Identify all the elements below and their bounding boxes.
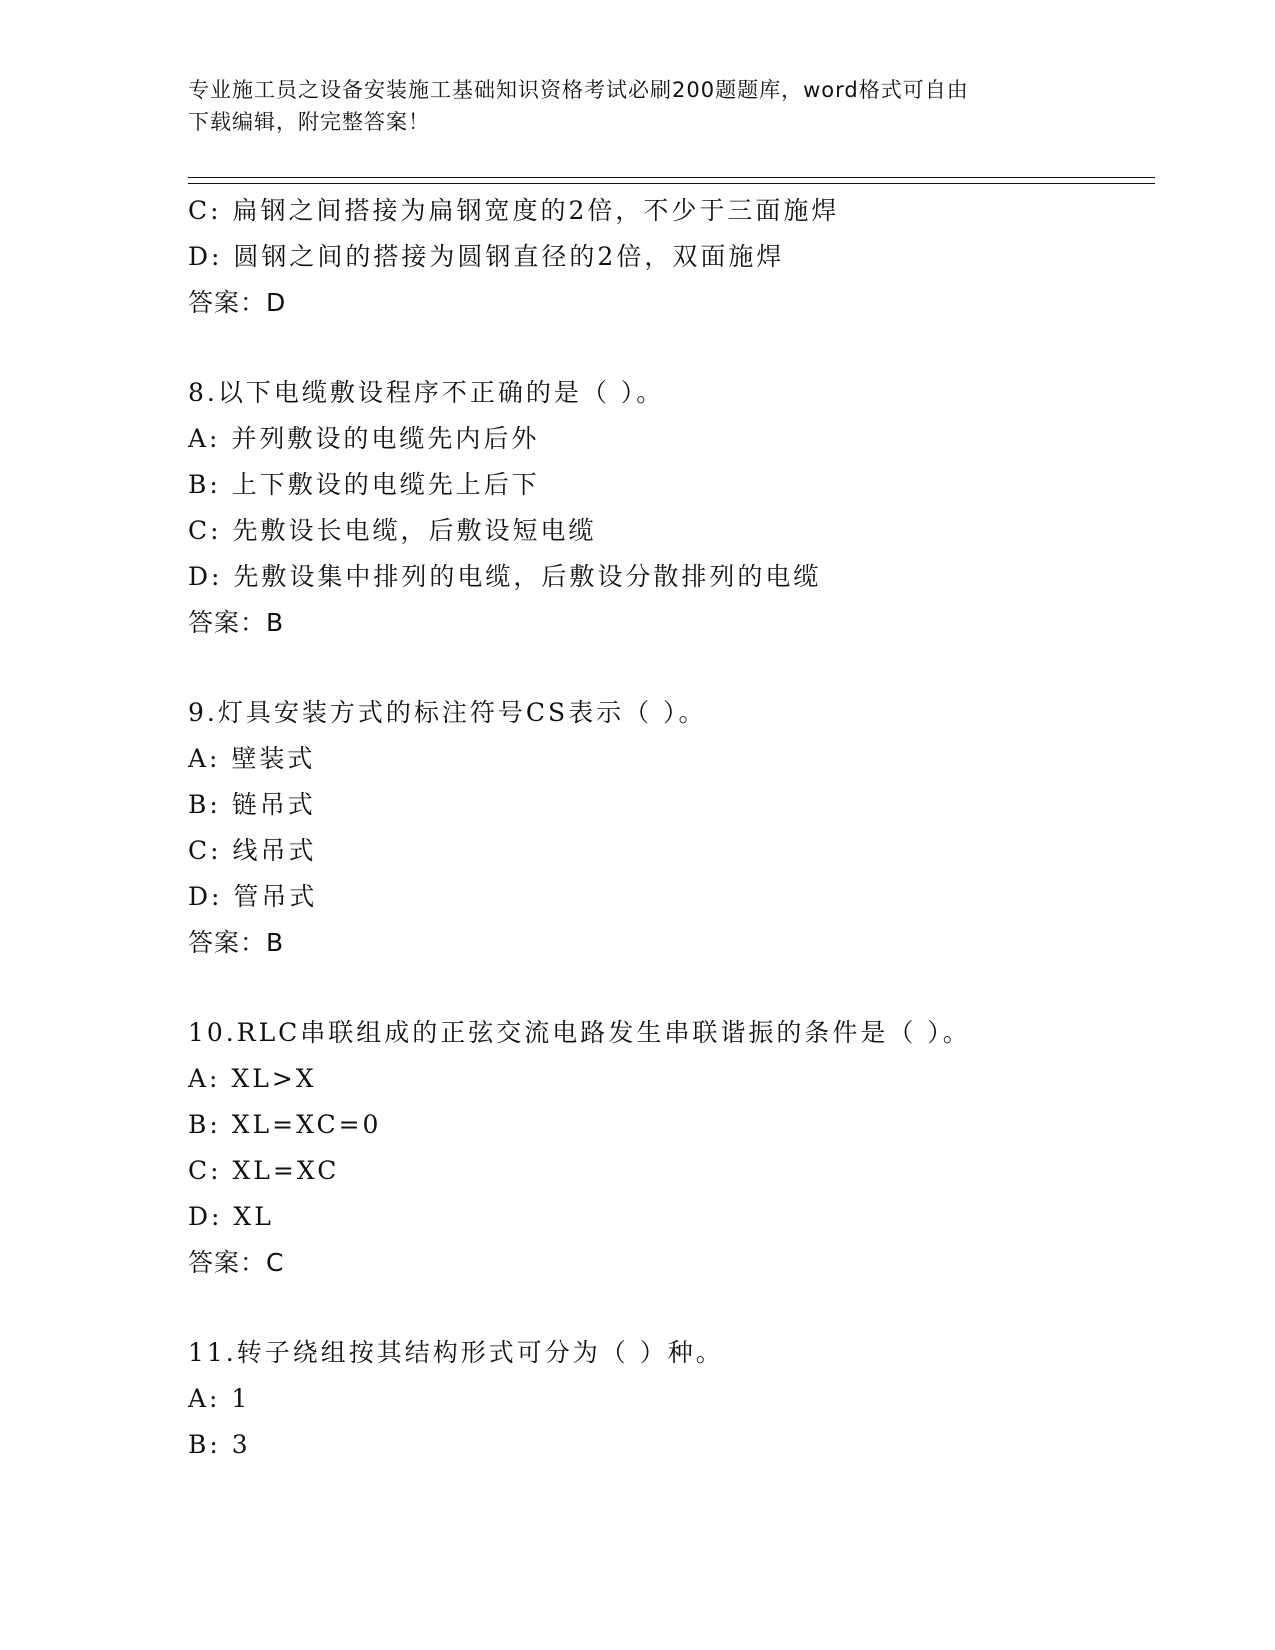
q8-option-a: A: 并列敷设的电缆先内后外 [188, 424, 540, 453]
q10-option-d: D: XL [188, 1202, 274, 1231]
q8-option-b: B: 上下敷设的电缆先上后下 [188, 470, 540, 499]
q10-option-c: C: XL=XC [188, 1156, 340, 1185]
page-header [188, 74, 1088, 138]
q10-question: 10.RLC串联组成的正弦交流电路发生串联谐振的条件是（ ）。 [188, 1018, 971, 1047]
q8-option-d: D: 先敷设集中排列的电缆，后敷设分散排列的电缆 [188, 562, 822, 591]
q10-answer: 答案：C [188, 1248, 285, 1277]
q7-answer: 答案：D [188, 288, 287, 317]
header-divider-bottom [188, 183, 1155, 184]
q8-option-c: C: 先敷设长电缆，后敷设短电缆 [188, 516, 597, 545]
question-10 [188, 1010, 1148, 1286]
q7-option-c: C: 扁钢之间搭接为扁钢宽度的2倍，不少于三面施焊 [188, 196, 840, 225]
q9-option-a: A: 壁装式 [188, 744, 316, 773]
question-list [188, 188, 1148, 1468]
question-9 [188, 690, 1148, 966]
question-7 [188, 188, 1148, 326]
q10-option-a: A: XL>X [188, 1064, 317, 1093]
q9-option-d: D: 管吊式 [188, 882, 318, 911]
q11-option-a: A: 1 [188, 1384, 251, 1413]
header-divider-top [188, 177, 1155, 178]
q9-option-c: C: 线吊式 [188, 836, 317, 865]
q11-option-b: B: 3 [188, 1430, 251, 1459]
question-11 [188, 1330, 1148, 1468]
q7-option-d: D: 圆钢之间的搭接为圆钢直径的2倍，双面施焊 [188, 242, 785, 271]
spacer [188, 326, 1148, 370]
q11-question: 11.转子绕组按其结构形式可分为（ ）种。 [188, 1338, 724, 1367]
q9-question: 9.灯具安装方式的标注符号CS表示（ ）。 [188, 698, 707, 727]
spacer [188, 966, 1148, 1010]
q8-question: 8.以下电缆敷设程序不正确的是（ ）。 [188, 378, 665, 407]
spacer [188, 1286, 1148, 1330]
spacer [188, 646, 1148, 690]
q9-option-b: B: 链吊式 [188, 790, 316, 819]
q9-answer: 答案：B [188, 928, 285, 957]
q8-answer: 答案：B [188, 608, 285, 637]
q10-option-b: B: XL=XC=0 [188, 1110, 382, 1139]
header-line-2: 下载编辑，附完整答案！ [188, 110, 430, 134]
question-8 [188, 370, 1148, 646]
header-line-1: 专业施工员之设备安装施工基础知识资格考试必刷200题题库，word格式可自由 [188, 78, 969, 102]
